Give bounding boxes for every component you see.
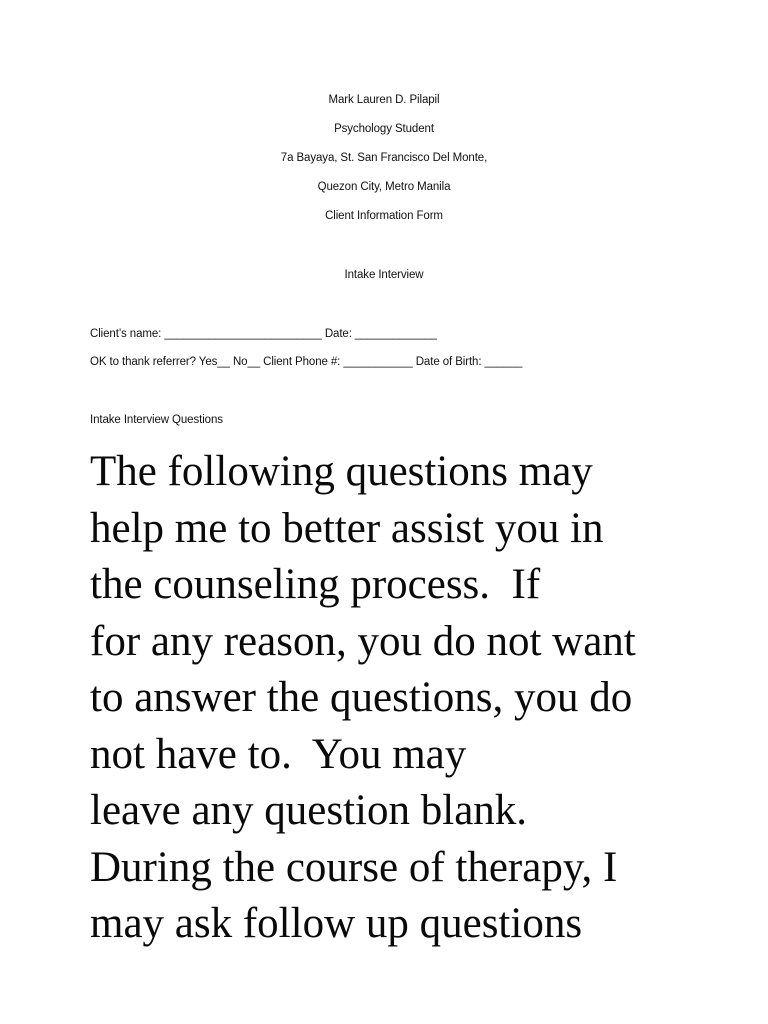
referrer-phone-dob-line: OK to thank referrer? Yes__ No__ Client Phone #: ___________ Date of Birth: ______ [90, 356, 523, 368]
client-name-date-line: Client’s name: _________________________ Date: _____________ [90, 328, 437, 340]
paragraph-line: to answer the questions, you do [90, 674, 633, 721]
paragraph-line: for any reason, you do not want [90, 617, 636, 665]
form-title: Client Information Form [325, 210, 443, 222]
paragraph-line: leave any question blank. [90, 787, 528, 834]
paragraph-line: During the course of therapy, I [90, 843, 618, 891]
paragraph-line: The following questions may [90, 448, 593, 495]
paragraph-line: not have to. You may [90, 730, 467, 778]
section-title: Intake Interview Questions [90, 414, 223, 426]
form-subtitle: Intake Interview [344, 269, 424, 281]
intro-paragraph [90, 444, 730, 953]
paragraph-line: the counseling process. If [90, 561, 541, 608]
author-role: Psychology Student [334, 123, 434, 135]
author-name: Mark Lauren D. Pilapil [328, 94, 440, 106]
paragraph-line: help me to better assist you in [90, 504, 604, 552]
address-line-1: 7a Bayaya, St. San Francisco Del Monte, [280, 152, 488, 164]
address-line-2: Quezon City, Metro Manila [317, 181, 451, 193]
paragraph-line: may ask follow up questions [90, 900, 583, 947]
